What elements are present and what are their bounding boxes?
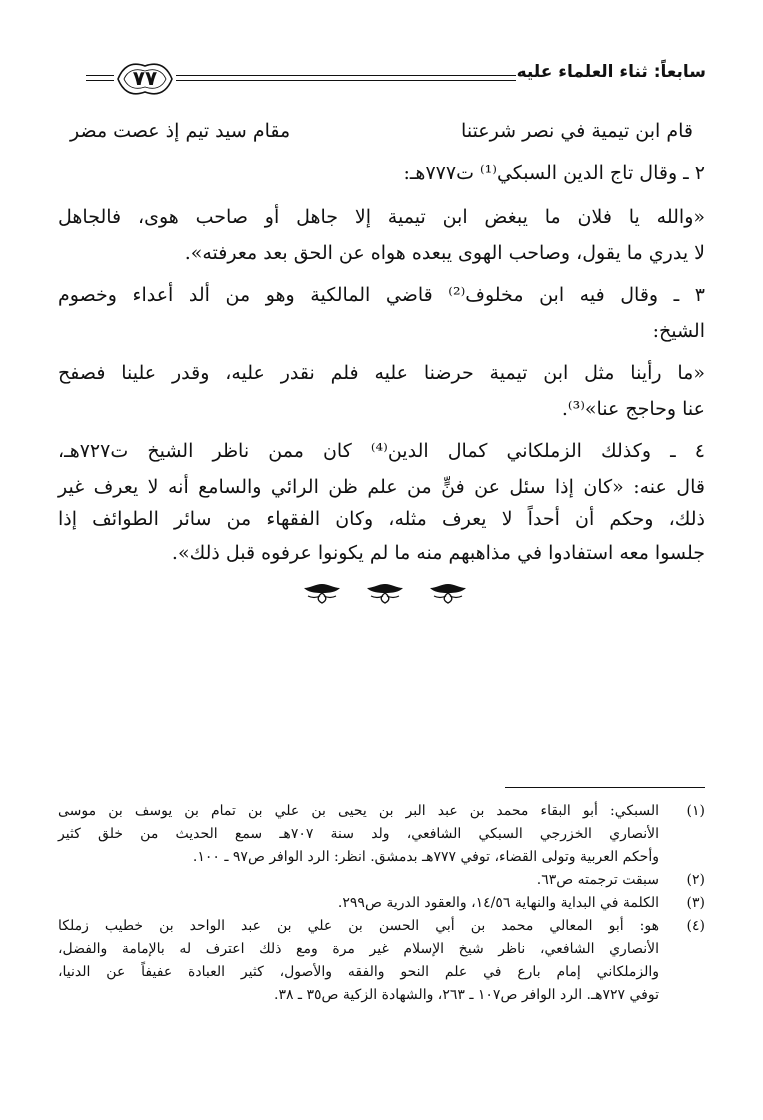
body-line: ذلك، وحكم أن أحداً لا يعرف مثله، وكان الفقهاء من سائر الطوائف إذا — [58, 508, 705, 530]
footnote-line: والزملكاني إمام بارع في علم النحو والفقه والأصول، كثير العبادة عفيفاً عن الدنيا، — [58, 964, 659, 980]
running-header — [86, 60, 706, 100]
footnote-number: (٢) — [686, 872, 705, 888]
body-line: ٢ ـ وقال تاج الدين السبكي⁽¹⁾ ت٧٧٧هـ: — [403, 162, 705, 184]
section-end-ornaments — [300, 580, 470, 610]
body-line: ٤ ـ وكذلك الزملكاني كمال الدين⁽⁴⁾ كان ممن ناظر الشيخ ت٧٢٧هـ، — [58, 440, 705, 462]
body-line: «والله يا فلان ما يبغض ابن تيمية إلا جاهل أو صاحب هوى، فالجاهل — [58, 206, 705, 228]
body-line: «ما رأينا مثل ابن تيمية حرضنا عليه فلم نقدر عليه، وقدر علينا فصفح — [58, 362, 705, 384]
body-line: جلسوا معه استفادوا في مذاهبهم منه ما لم يكونوا عرفوه قبل ذلك». — [171, 542, 705, 564]
footnote-line: توفي ٧٢٧هـ. الرد الوافر ص١٠٧ ـ ٢٦٣، والشهادة الزكية ص٣٥ ـ ٣٨. — [273, 987, 659, 1003]
fleuron-icon — [426, 580, 470, 606]
body-line: ٣ ـ وقال فيه ابن مخلوف⁽²⁾ قاضي المالكية وهو من ألد أعداء وخصوم — [58, 284, 705, 306]
fleuron-icon — [300, 580, 344, 606]
footnote-line: الأنصاري الخزرجي السبكي الشافعي، ولد سنة ٧٠٧هـ سمع الحديث من خلق كثير — [58, 826, 660, 842]
footnote-separator — [505, 787, 705, 788]
header-rule — [86, 80, 114, 81]
footnote-line: وأحكم العربية وتولى القضاء، توفي ٧٧٧هـ بدمشق. انظر: الرد الوافر ص٩٧ ـ ١٠٠. — [192, 849, 659, 865]
footnote-line: سبقت ترجمته ص٦٣. — [536, 872, 659, 888]
footnote-line: هو: أبو المعالي محمد بن أبي الحسن بن علي بن عبد الواحد بن خطيب زملكا — [58, 918, 659, 934]
footnote-line: السبكي: أبو البقاء محمد بن عبد البر بن يحيى بن علي بن تمام بن يوسف بن موسى — [58, 803, 659, 819]
fleuron-icon — [363, 580, 407, 606]
header-rule — [176, 80, 516, 81]
footnote-number: (١) — [686, 803, 705, 819]
header-rule — [176, 75, 516, 76]
chapter-title: سابعاً: ثناء العلماء عليه — [516, 62, 706, 82]
body-line: الشيخ: — [652, 320, 705, 342]
verse-first-hemistich: قام ابن تيمية في نصر شرعتنا — [461, 120, 693, 142]
footnote-number: (٤) — [686, 918, 705, 934]
footnote-number: (٣) — [686, 895, 705, 911]
body-line: قال عنه: «كان إذا سئل عن فنٍّ من علم ظن الرائي والسامع أنه لا يعرف غير — [58, 476, 705, 498]
footnote-line: الأنصاري الشافعي، ناظر شيخ الإسلام غير مرة ومع ذلك اعترف له بالإمامة والفضل، — [58, 941, 659, 957]
body-line: عنا وحاجج عنا»⁽³⁾. — [561, 398, 705, 420]
body-line: لا يدري ما يقول، وصاحب الهوى يبعده هواه عن الحق بعد معرفته». — [184, 242, 705, 264]
footnote-line: الكلمة في البداية والنهاية ١٤/٥٦، والعقود الدرية ص٢٩٩. — [337, 895, 659, 911]
poem-verse — [70, 120, 693, 148]
header-rule — [86, 75, 114, 76]
verse-second-hemistich: مقام سيد تيم إذ عصت مضر — [70, 120, 291, 142]
page-number: ٧٧ — [132, 66, 158, 90]
